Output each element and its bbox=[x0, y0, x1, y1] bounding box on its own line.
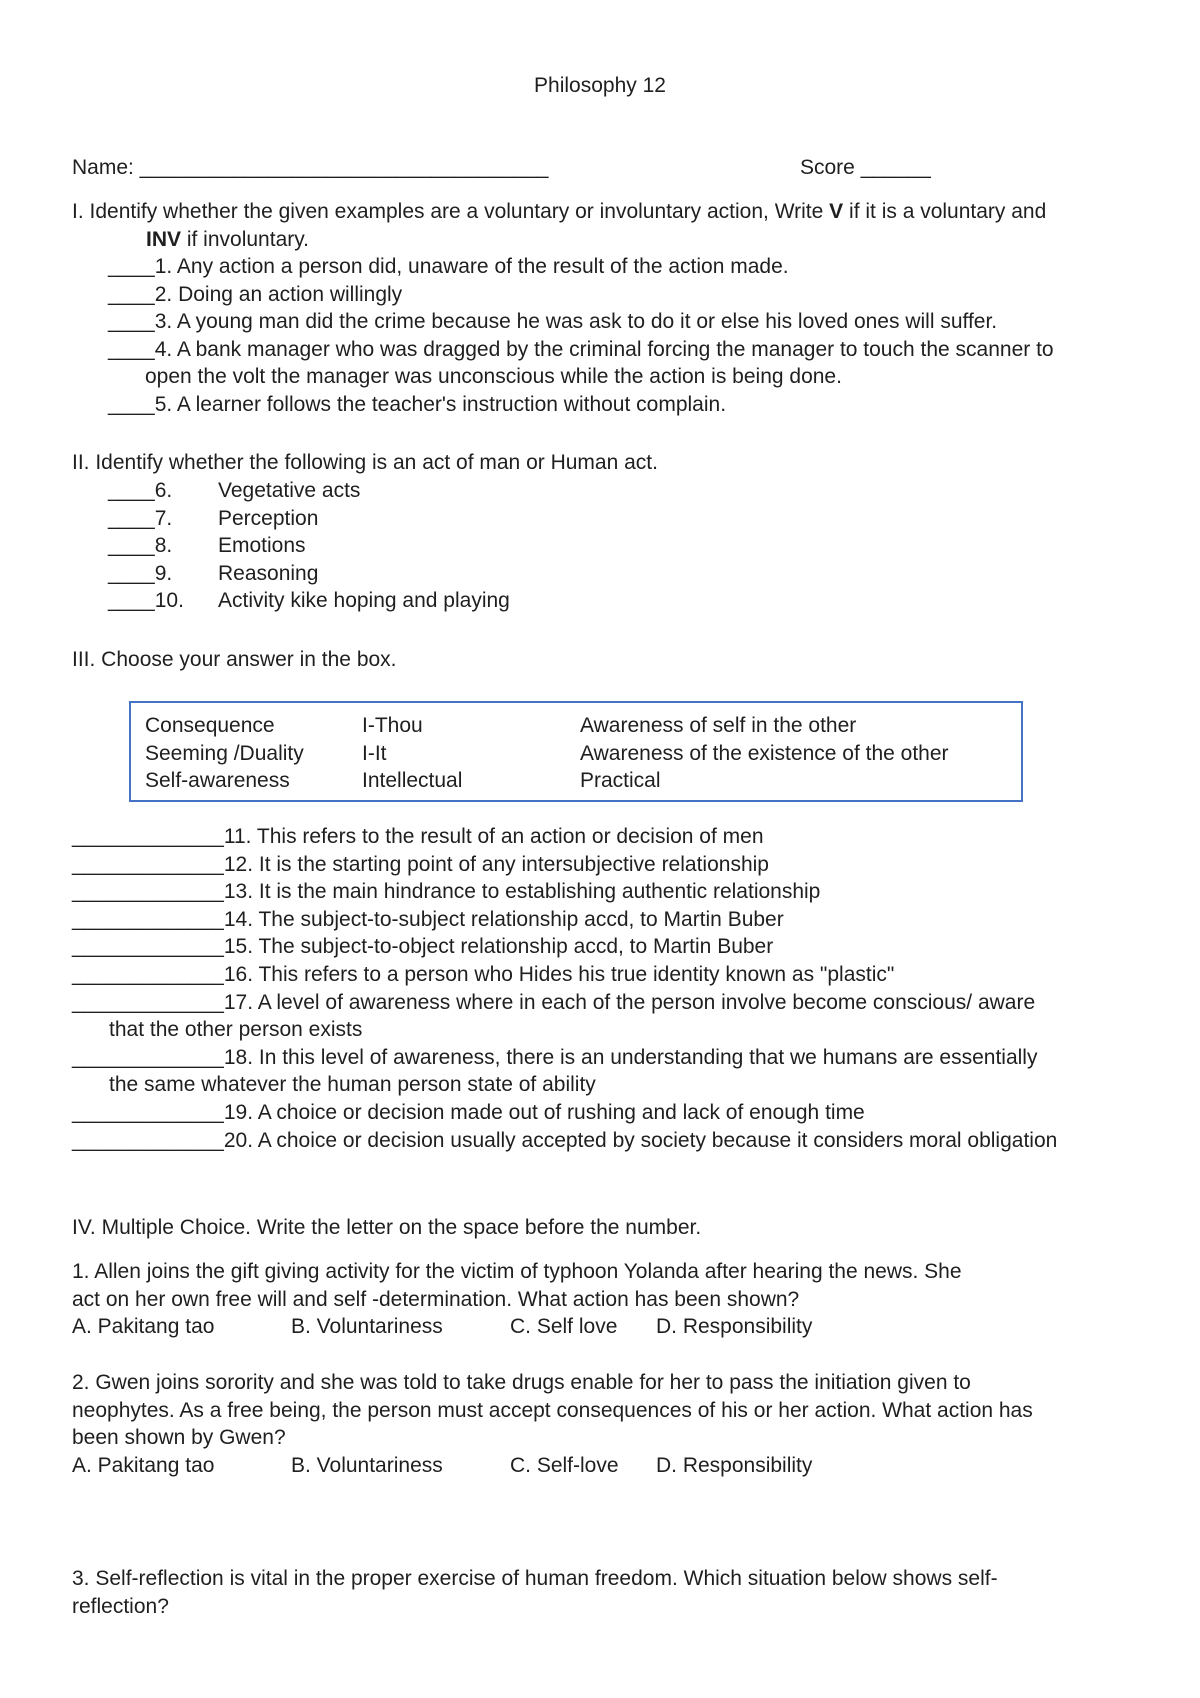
section-2-items bbox=[108, 477, 510, 615]
question-5: ____5. A learner follows the teacher's instruction without complain. bbox=[108, 392, 727, 416]
choice-c: C. Self-love bbox=[510, 1453, 619, 1477]
question-11: _____________11. This refers to the result of an action or decision of men bbox=[72, 825, 764, 848]
section-1-intro bbox=[72, 198, 1132, 226]
section-4-heading: IV. Multiple Choice. Write the letter on the space before the number. bbox=[72, 1216, 702, 1239]
question-10 bbox=[108, 587, 510, 615]
question-text: Reasoning bbox=[218, 561, 319, 585]
section-2-heading: II. Identify whether the following is an act of man or Human act. bbox=[72, 451, 658, 474]
mcq-question-line: reflection? bbox=[72, 1594, 169, 1618]
question-18-continued: the same whatever the human person state of ability bbox=[109, 1073, 596, 1097]
involuntary-code: INV bbox=[146, 228, 182, 251]
question-7 bbox=[108, 505, 510, 533]
answer-choices-box bbox=[129, 701, 1023, 802]
answer-choice: Consequence bbox=[145, 714, 275, 737]
question-16: _____________16. This refers to a person who Hides his true identity known as "plastic" bbox=[72, 962, 895, 986]
mcq-question-line: 1. Allen joins the gift giving activity for the victim of typhoon Yolanda after hearing the news. She bbox=[72, 1260, 962, 1283]
section-1-intro-text-b: if it is a voluntary and bbox=[843, 200, 1047, 223]
question-17: _____________17. A level of awareness where in each of the person involve become conscious/ aware bbox=[72, 990, 1036, 1014]
question-18: _____________18. In this level of awareness, there is an understanding that we humans are essentially bbox=[72, 1045, 1038, 1069]
question-text: Emotions bbox=[218, 534, 306, 558]
mcq-choices bbox=[72, 1313, 962, 1341]
choice-b: B. Voluntariness bbox=[291, 1453, 443, 1477]
question-text: Activity kike hoping and playing bbox=[218, 589, 510, 613]
question-15: _____________15. The subject-to-object relationship accd, to Martin Buber bbox=[72, 935, 774, 959]
mcq-question-line: been shown by Gwen? bbox=[72, 1426, 286, 1450]
question-number: ____9. bbox=[108, 561, 173, 585]
answer-choice: Awareness of the existence of the other bbox=[580, 741, 949, 765]
section-1-intro-cont bbox=[72, 226, 1132, 254]
question-9 bbox=[108, 560, 510, 588]
question-number: ____8. bbox=[108, 534, 173, 558]
choice-d: D. Responsibility bbox=[656, 1453, 813, 1477]
answer-row bbox=[145, 767, 949, 795]
question-text: Vegetative acts bbox=[218, 479, 361, 502]
mcq-question-3 bbox=[72, 1565, 998, 1620]
section-1-intro-text-c: if involuntary. bbox=[181, 228, 310, 251]
choice-a: A. Pakitang tao bbox=[72, 1453, 215, 1477]
mcq-question-line: neophytes. As a free being, the person must accept consequences of his or her action. What action has bbox=[72, 1398, 1033, 1422]
question-19: _____________19. A choice or decision made out of rushing and lack of enough time bbox=[72, 1100, 865, 1124]
section-1-items bbox=[108, 253, 1168, 419]
question-1: ____1. Any action a person did, unaware of the result of the action made. bbox=[108, 255, 789, 278]
question-3: ____3. A young man did the crime because he was ask to do it or else his loved ones will suffer. bbox=[108, 310, 998, 334]
section-3-heading: III. Choose your answer in the box. bbox=[72, 648, 397, 671]
choice-c: C. Self love bbox=[510, 1315, 618, 1339]
answer-row bbox=[145, 712, 949, 740]
section-1-intro-text-a: I. Identify whether the given examples are a voluntary or involuntary action, Write bbox=[72, 200, 830, 223]
choice-b: B. Voluntariness bbox=[291, 1315, 443, 1339]
question-6 bbox=[108, 477, 510, 505]
answer-choices-table bbox=[145, 712, 949, 795]
answer-row bbox=[145, 740, 949, 768]
question-14: _____________14. The subject-to-subject relationship accd, to Martin Buber bbox=[72, 907, 784, 931]
mcq-question-line: act on her own free will and self -determination. What action has been shown? bbox=[72, 1287, 800, 1311]
question-4-continued: open the volt the manager was unconscious while the action is being done. bbox=[145, 365, 842, 389]
question-number: ____10. bbox=[108, 589, 184, 613]
mcq-question-line: 2. Gwen joins sorority and she was told to take drugs enable for her to pass the initiation given to bbox=[72, 1371, 971, 1394]
answer-choice: Practical bbox=[580, 769, 661, 792]
answer-choice: I-It bbox=[362, 741, 387, 765]
mcq-question-line: 3. Self-reflection is vital in the proper exercise of human freedom. Which situation below shows self- bbox=[72, 1567, 998, 1590]
name-field-line: Name: ___________________________________ bbox=[72, 156, 549, 179]
question-number: ____7. bbox=[108, 506, 173, 530]
question-4: ____4. A bank manager who was dragged by the criminal forcing the manager to touch the scanner to bbox=[108, 337, 1054, 361]
question-13: _____________13. It is the main hindrance to establishing authentic relationship bbox=[72, 880, 821, 904]
choice-d: D. Responsibility bbox=[656, 1315, 813, 1339]
page-title: Philosophy 12 bbox=[534, 74, 666, 97]
answer-choice: I-Thou bbox=[362, 714, 423, 737]
answer-choice: Intellectual bbox=[362, 769, 463, 792]
question-number: ____6. bbox=[108, 479, 173, 502]
question-20: _____________20. A choice or decision usually accepted by society because it considers moral obligation bbox=[72, 1128, 1058, 1152]
mcq-choices bbox=[72, 1452, 1033, 1480]
answer-choice: Awareness of self in the other bbox=[580, 714, 857, 737]
answer-choice: Seeming /Duality bbox=[145, 741, 304, 765]
question-17-continued: that the other person exists bbox=[109, 1018, 363, 1042]
question-text: Perception bbox=[218, 506, 319, 530]
question-2: ____2. Doing an action willingly bbox=[108, 282, 403, 306]
question-12: _____________12. It is the starting point of any intersubjective relationship bbox=[72, 852, 769, 876]
question-8 bbox=[108, 532, 510, 560]
voluntary-code: V bbox=[829, 200, 844, 223]
mcq-question-1 bbox=[72, 1258, 962, 1341]
section-3-items bbox=[72, 823, 1172, 1154]
section-1-instructions bbox=[72, 198, 1132, 254]
score-field-line: Score ______ bbox=[800, 156, 931, 179]
answer-choice: Self-awareness bbox=[145, 769, 290, 792]
choice-a: A. Pakitang tao bbox=[72, 1315, 215, 1339]
mcq-question-2 bbox=[72, 1369, 1033, 1479]
